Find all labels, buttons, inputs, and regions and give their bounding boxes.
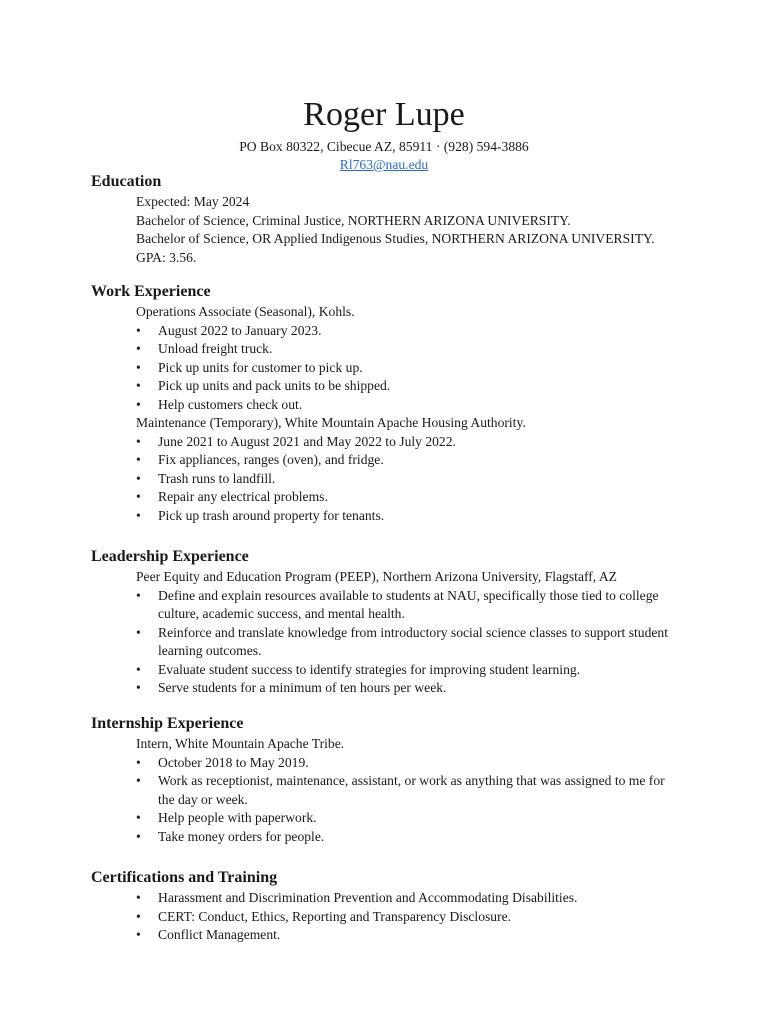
internship-heading: Internship Experience [91, 715, 244, 732]
bullet-icon: • [136, 396, 141, 412]
education-degree-1: Bachelor of Science, Criminal Justice, NORTHERN ARIZONA UNIVERSITY. [136, 212, 571, 228]
list-item: • Fix appliances, ranges (oven), and fridge. [136, 451, 691, 470]
bullet-icon: • [136, 661, 141, 677]
work-heading: Work Experience [91, 283, 211, 300]
bullet-icon: • [136, 433, 141, 449]
list-item: • August 2022 to January 2023. [136, 322, 691, 341]
bullet-icon: • [136, 754, 141, 770]
job-bullets [136, 433, 691, 526]
email-link[interactable]: Rl763@nau.edu [339, 157, 429, 172]
list-item: • Help customers check out. [136, 396, 691, 415]
internship-role: Intern, White Mountain Apache Tribe. [136, 736, 345, 751]
list-item: • Define and explain resources available to students at NAU, specifically those tied to college culture, academic success, and mental health. [136, 587, 659, 621]
certifications-heading: Certifications and Training [91, 869, 278, 886]
list-item: • June 2021 to August 2021 and May 2022 to July 2022. [136, 433, 691, 452]
bullet-icon: • [136, 773, 141, 788]
resume-header [0, 94, 768, 174]
bullet-icon: • [136, 470, 141, 486]
list-item: • Pick up units for customer to pick up. [136, 359, 691, 378]
certifications-section [91, 868, 691, 945]
certifications-bullets [136, 889, 691, 945]
education-section [91, 172, 691, 267]
bullet-icon: • [136, 828, 141, 844]
leadership-role: Peer Equity and Education Program (PEEP), Northern Arizona University, Flagstaff, AZ [136, 569, 617, 584]
job-bullets [136, 322, 691, 415]
bullet-icon: • [136, 507, 141, 523]
education-degree-2: Bachelor of Science, OR Applied Indigenous Studies, NORTHERN ARIZONA UNIVERSITY. [136, 231, 655, 246]
bullet-icon: • [136, 927, 141, 942]
leadership-section [91, 547, 691, 698]
work-section [91, 282, 691, 525]
list-item: • Pick up units and pack units to be shipped. [136, 377, 691, 396]
internship-section [91, 714, 691, 846]
list-item: • Conflict Management. [136, 926, 691, 945]
bullet-icon: • [136, 322, 141, 338]
leadership-bullets [136, 587, 681, 698]
list-item: • Repair any electrical problems. [136, 488, 691, 507]
list-item: • Harassment and Discrimination Prevention and Accommodating Disabilities. [136, 889, 691, 908]
bullet-icon: • [136, 341, 141, 356]
education-heading: Education [91, 173, 162, 190]
list-item: • Evaluate student success to identify strategies for improving student learning. [136, 661, 681, 680]
bullet-icon: • [136, 810, 141, 825]
bullet-icon: • [136, 359, 141, 375]
contact-info: PO Box 80322, Cibecue AZ, 85911 · (928) 594-3886 [239, 139, 529, 154]
list-item: • Unload freight truck. [136, 340, 691, 359]
bullet-icon: • [136, 452, 141, 467]
list-item: • Trash runs to landfill. [136, 470, 691, 489]
education-expected: Expected: May 2024 [136, 194, 250, 209]
bullet-icon: • [136, 624, 141, 640]
list-item: • Reinforce and translate knowledge from introductory social science classes to support student learning outcomes. [136, 624, 668, 658]
list-item: • CERT: Conduct, Ethics, Reporting and Transparency Disclosure. [136, 908, 691, 927]
bullet-icon: • [136, 378, 141, 393]
bullet-icon: • [136, 587, 141, 603]
internship-bullets [136, 754, 681, 847]
education-gpa: GPA: 3.56. [136, 249, 197, 265]
bullet-icon: • [136, 890, 141, 905]
leadership-heading: Leadership Experience [91, 548, 249, 565]
list-item: • October 2018 to May 2019. [136, 754, 681, 773]
bullet-icon: • [136, 680, 141, 695]
list-item: • Serve students for a minimum of ten hours per week. [136, 679, 681, 698]
bullet-icon: • [136, 489, 141, 504]
list-item: • Help people with paperwork. [136, 809, 681, 828]
job-role: Operations Associate (Seasonal), Kohls. [136, 304, 355, 319]
list-item: • Take money orders for people. [136, 828, 681, 847]
list-item: • Pick up trash around property for tenants. [136, 507, 691, 526]
bullet-icon: • [136, 908, 141, 924]
job-role: Maintenance (Temporary), White Mountain Apache Housing Authority. [136, 415, 526, 430]
list-item: • Work as receptionist, maintenance, assistant, or work as anything that was assigned to me for the day or week. [136, 773, 665, 807]
candidate-name: Roger Lupe [303, 96, 465, 133]
